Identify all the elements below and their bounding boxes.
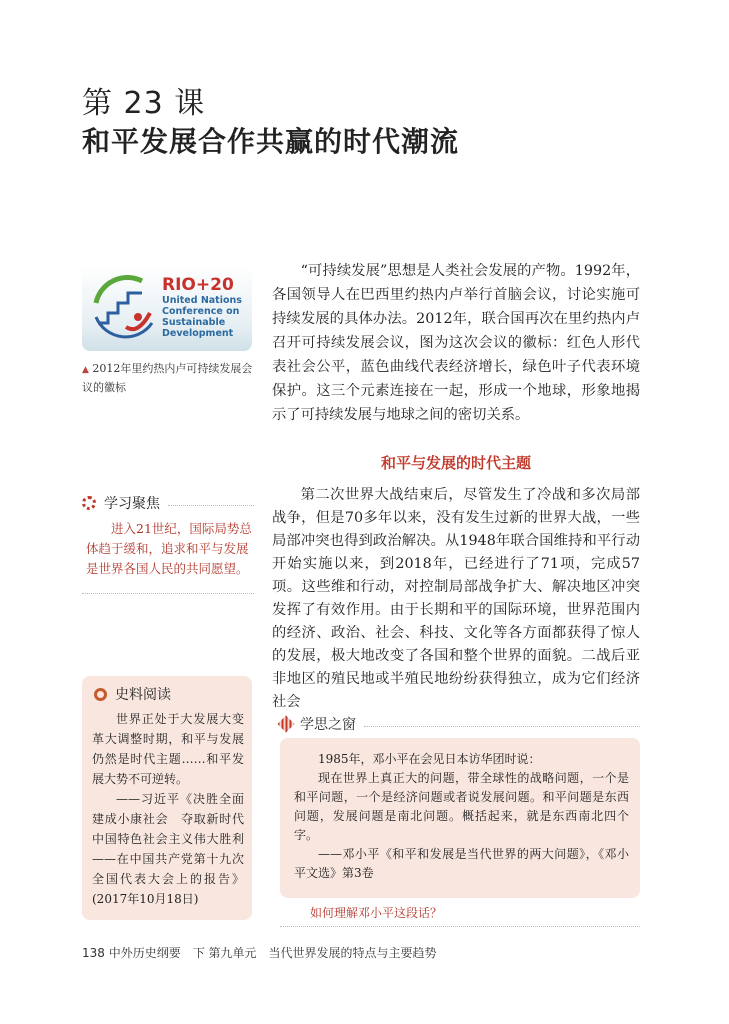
caption-text: 2012年里约热内卢可持续发展会议的徽标 bbox=[82, 362, 253, 394]
focus-text: 进入21世纪，国际局势总体趋于缓和，追求和平与发展是世界各国人民的共同愿望。 bbox=[86, 521, 252, 576]
rio20-logo-image bbox=[82, 265, 252, 351]
divider bbox=[364, 726, 640, 727]
lesson-number: 第 23 课 bbox=[82, 86, 206, 121]
source-title: 史料阅读 bbox=[115, 687, 171, 703]
logo-subtitle: United Nations Conference on Sustainable Development bbox=[162, 295, 242, 339]
divider bbox=[168, 505, 254, 506]
target-icon bbox=[82, 496, 96, 510]
divider bbox=[82, 593, 254, 594]
source-quote: 世界正处于大发展大变革大调整时期，和平与发展仍然是时代主题……和平发展大势不可逆转。 bbox=[92, 712, 244, 786]
think-window-header bbox=[280, 714, 640, 734]
lesson-title: 和平发展合作共赢的时代潮流 bbox=[82, 125, 460, 158]
learning-focus-box bbox=[82, 493, 254, 594]
triangle-icon: ▲ bbox=[82, 365, 89, 375]
globe-icon bbox=[82, 265, 162, 351]
figure-caption bbox=[82, 360, 257, 396]
intro-paragraph: “可持续发展”思想是人类社会发展的产物。1992年，各国领导人在巴西里约热内卢举行首脑会议，讨论实施可持续发展的具体办法。2012年，联合国再次在里约热内卢召开可持续发展会议，图为这次会议的徽标：红色人形代表社会公平，蓝色曲线代表经济增长，绿色叶子代表环境保护。这三个元素连接在一起，形成一个地球，形象地揭示了可持续发展与地球之间的密切关系。 bbox=[272, 263, 640, 423]
diamond-icon bbox=[278, 716, 295, 733]
think-intro: 1985年，邓小平在会见日本访华团时说： bbox=[318, 752, 541, 766]
source-reading-box bbox=[82, 676, 252, 920]
logo-title: RIO+20 bbox=[162, 275, 234, 295]
think-quote: 现在世界上真正大的问题，带全球性的战略问题，一个是和平问题，一个是经济问题或者说发展问题。和平问题是东西问题，发展问题是南北问题。概括起来，就是东西南北四个字。 bbox=[294, 771, 629, 842]
page-footer: 138 中外历史纲要 下 第九单元 当代世界发展的特点与主要趋势 bbox=[82, 946, 437, 960]
think-window-box bbox=[280, 738, 640, 898]
divider bbox=[280, 926, 640, 927]
think-question: 如何理解邓小平这段话？ bbox=[310, 906, 443, 920]
focus-title: 学习聚焦 bbox=[104, 496, 160, 512]
section-paragraph: 第二次世界大战结束后，尽管发生了冷战和多次局部战争，但是70多年以来，没有发生过新的世界大战，一些局部冲突也得到政治解决。从1948年联合国维持和平行动开始实施以来，到2018年，已经进行了71项，完成57项。这些维和行动，对控制局部战争扩大、解决地区冲突发挥了有效作用。由于长期和平的国际环境，世界范围内的经济、政治、社会、科技、文化等各方面都获得了惊人的发展，极大地改变了各国和整个世界的面貌。二战后亚非地区的殖民地或半殖民地纷纷获得独立，成为它们经济社会 bbox=[272, 487, 640, 710]
book-icon bbox=[94, 688, 107, 701]
think-title: 学思之窗 bbox=[300, 717, 356, 733]
section-heading: 和平与发展的时代主题 bbox=[380, 454, 531, 472]
think-citation: ——邓小平《和平和发展是当代世界的两大问题》，《邓小平文选》第3卷 bbox=[294, 847, 629, 880]
source-citation: ——习近平《决胜全面建成小康社会 夺取新时代中国特色社会主义伟大胜利——在中国共产党第十九次全国代表大会上的报告》(2017年10月18日) bbox=[92, 792, 244, 906]
